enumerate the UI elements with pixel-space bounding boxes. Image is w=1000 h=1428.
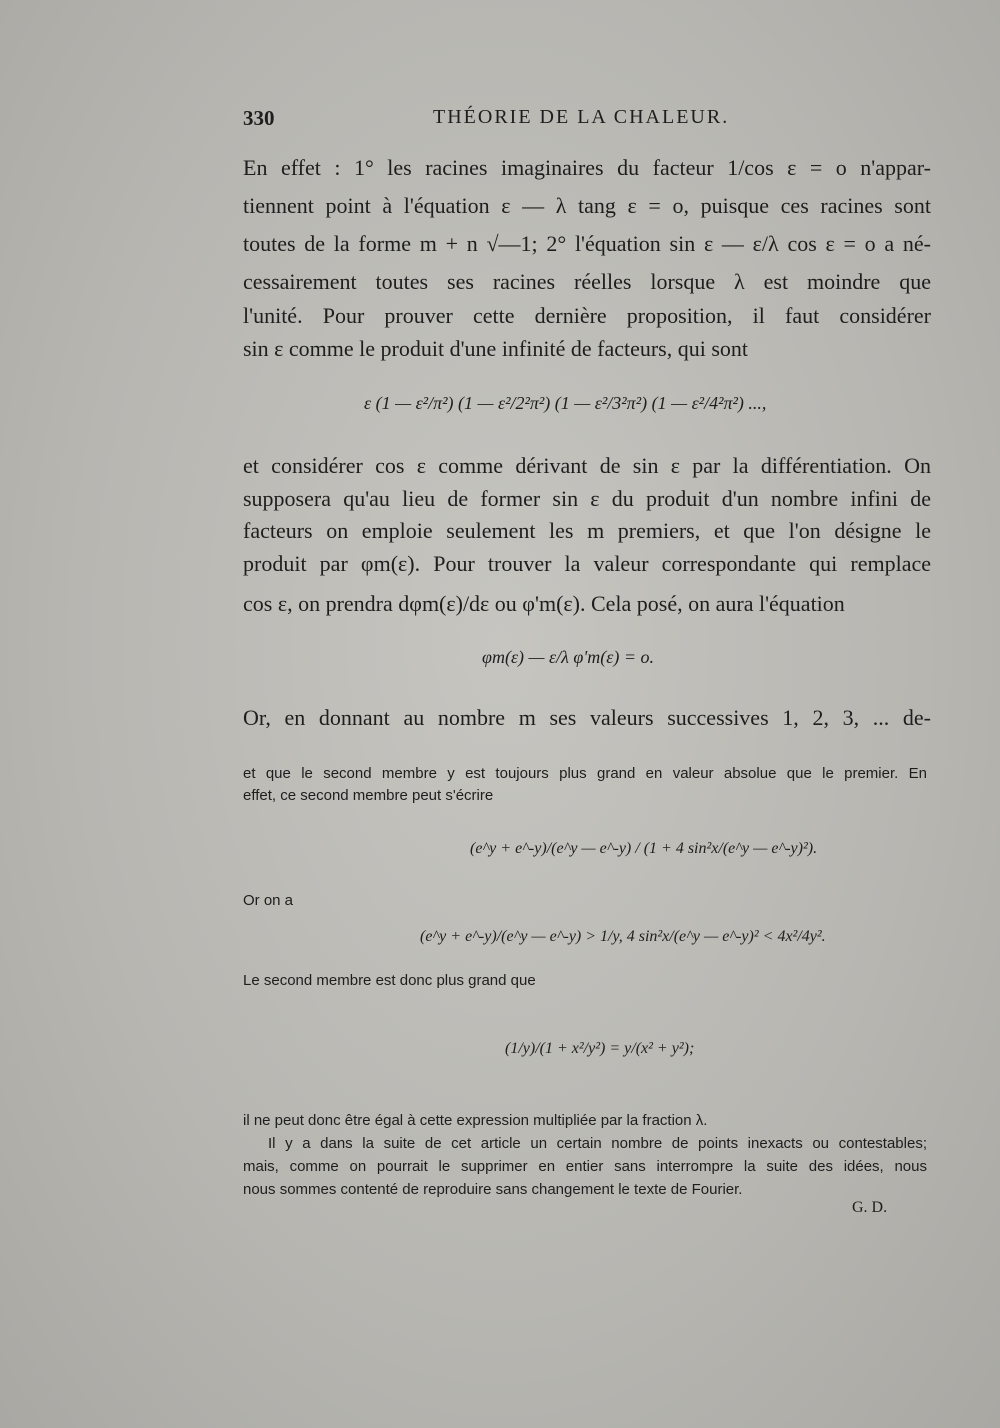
running-header [243, 106, 933, 136]
line-1-text: En effet : 1° les racines imaginaires du facteur 1/cos ε = o n'appar- [243, 155, 931, 180]
body-line-6: sin ε comme le produit d'une infinité de facteurs, qui sont [243, 336, 749, 361]
running-title: THÉORIE DE LA CHALEUR. [433, 106, 730, 128]
body-line-3: toutes de la forme m + n √—1; 2° l'équation sin ε — ε/λ cos ε = o a né- [243, 231, 931, 256]
note-equation-2: (e^y + e^-y)/(e^y — e^-y) > 1/y, 4 sin²x/(e^y — e^-y)² < 4x²/4y². [420, 928, 826, 945]
body-line-8: supposera qu'au lieu de former sin ε du produit d'un nombre infini de [243, 486, 931, 511]
body-line-5: l'unité. Pour prouver cette dernière proposition, il faut considérer [243, 303, 931, 328]
note-line-4: il ne peut donc être égal à cette expression multipliée par la fraction λ. [243, 1112, 708, 1129]
phi-equation: φm(ε) — ε/λ φ'm(ε) = o. [482, 647, 654, 667]
body-line-11: cos ε, on prendra dφm(ε)/dε ou φ'm(ε). Cela posé, on aura l'équation [243, 591, 845, 616]
note-line-2: effet, ce second membre peut s'écrire [243, 787, 494, 804]
note-equation-3: (1/y)/(1 + x²/y²) = y/(x² + y²); [505, 1040, 695, 1057]
note-line-1: et que le second membre y est toujours plus grand en valeur absolue que le premier. En [243, 765, 927, 782]
body-line-10: produit par φm(ε). Pour trouver la valeur correspondante qui remplace [243, 551, 931, 576]
note-line-3: Le second membre est donc plus grand que [243, 972, 536, 989]
note-or-on-a: Or on a [243, 892, 294, 909]
note-line-6: mais, comme on pourrait le supprimer en entier sans interrompre la suite des idées, nous [243, 1158, 927, 1175]
signature: G. D. [852, 1199, 888, 1216]
note-line-5: Il y a dans la suite de cet article un certain nombre de points inexacts ou contestables; [268, 1135, 927, 1152]
body-line-2: tiennent point à l'équation ε — λ tang ε = o, puisque ces racines sont [243, 193, 931, 218]
page-number: 330 [243, 106, 275, 130]
note-line-7: nous sommes contenté de reproduire sans changement le texte de Fourier. [243, 1181, 743, 1198]
note-equation-1: (e^y + e^-y)/(e^y — e^-y) / (1 + 4 sin²x/(e^y — e^-y)²). [470, 840, 818, 857]
body-line-1 [243, 153, 931, 183]
body-line-9: facteurs on emploie seulement les m premiers, et que l'on désigne le [243, 518, 931, 543]
body-line-7: et considérer cos ε comme dérivant de sin ε par la différentiation. On [243, 453, 931, 478]
body-line-or: Or, en donnant au nombre m ses valeurs successives 1, 2, 3, ... de- [243, 705, 931, 730]
body-line-4: cessairement toutes ses racines réelles lorsque λ est moindre que [243, 269, 931, 294]
product-equation: ε (1 — ε²/π²) (1 — ε²/2²π²) (1 — ε²/3²π²) (1 — ε²/4²π²) ..., [364, 393, 767, 413]
